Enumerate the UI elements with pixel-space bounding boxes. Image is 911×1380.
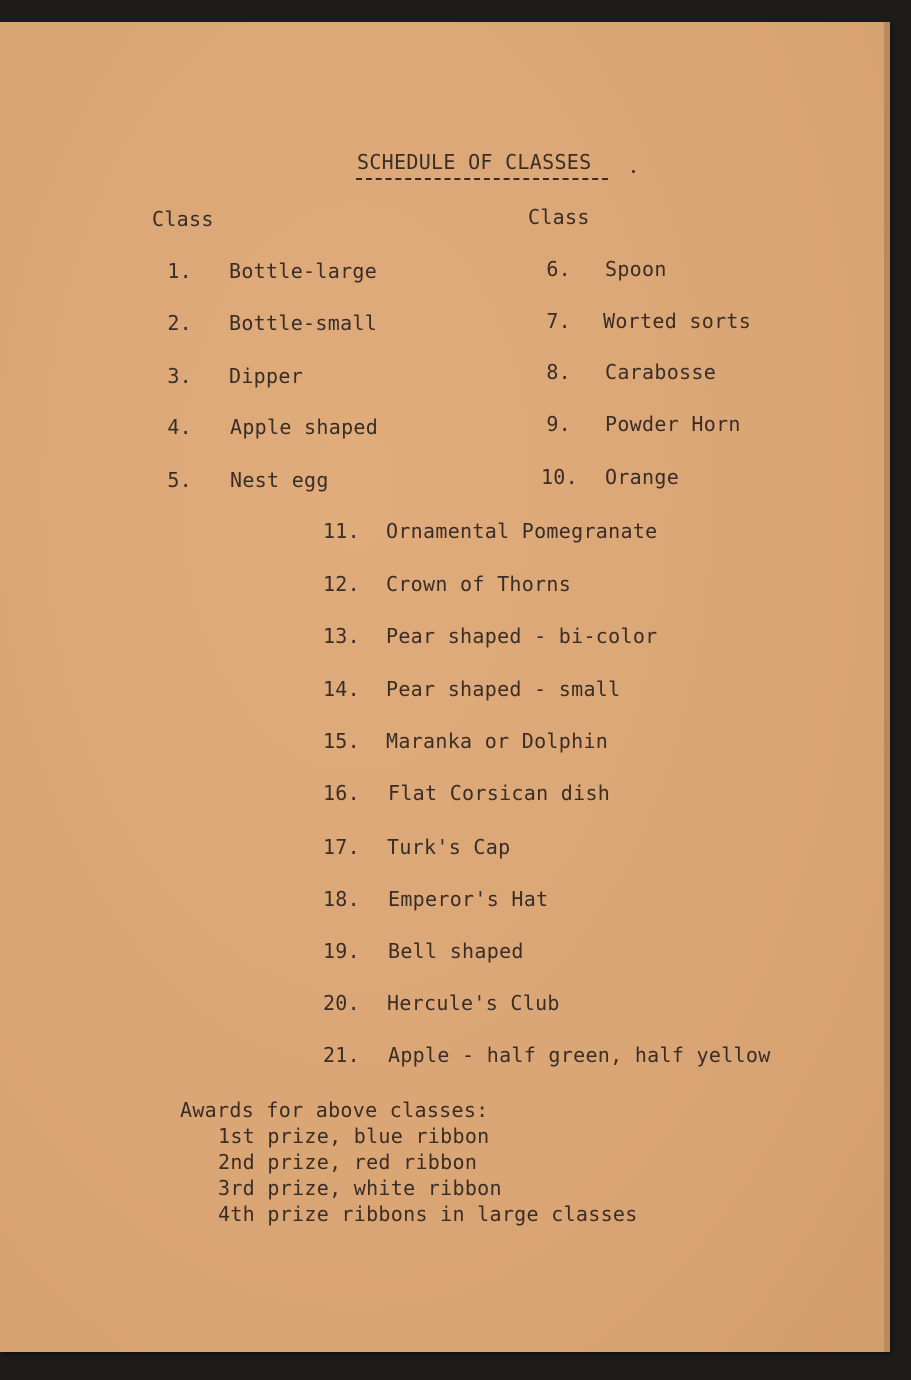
left-item-number: 5. [167, 468, 192, 492]
center-item-name: Ornamental Pomegranate [386, 519, 658, 543]
center-item-name: Apple - half green, half yellow [388, 1043, 771, 1067]
page-edge [884, 22, 890, 1352]
right-item-number: 6. [546, 257, 571, 281]
center-item-name: Emperor's Hat [388, 887, 549, 911]
right-item-name: Carabosse [605, 360, 717, 384]
right-item-number: 7. [546, 309, 571, 333]
center-item-number: 18. [322, 887, 360, 911]
right-item-number: 8. [546, 360, 571, 384]
left-item-name: Nest egg [230, 468, 329, 492]
right-item-name: Orange [605, 465, 680, 489]
left-item-number: 3. [167, 364, 192, 388]
award-line: 4th prize ribbons in large classes [218, 1202, 638, 1226]
center-item-number: 15. [322, 729, 360, 753]
left-item-number: 4. [167, 415, 192, 439]
right-item-name: Worted sorts [603, 309, 752, 333]
center-item-name: Maranka or Dolphin [386, 729, 609, 753]
center-item-number: 13. [322, 624, 360, 648]
title-period [632, 170, 635, 173]
center-item-number: 11. [322, 519, 360, 543]
left-item-number: 1. [167, 259, 192, 283]
awards-heading: Awards for above classes: [180, 1098, 489, 1122]
center-item-number: 20. [322, 991, 360, 1015]
center-item-number: 19. [322, 939, 360, 963]
left-item-number: 2. [167, 311, 192, 335]
center-item-name: Pear shaped - bi-color [386, 624, 658, 648]
left-column-header: Class [152, 207, 214, 231]
center-item-name: Flat Corsican dish [388, 781, 611, 805]
center-item-name: Turk's Cap [387, 835, 511, 859]
left-item-name: Bottle-large [229, 259, 378, 283]
center-item-name: Pear shaped - small [386, 677, 621, 701]
right-item-name: Spoon [605, 257, 667, 281]
right-item-number: 9. [546, 412, 571, 436]
right-item-name: Powder Horn [605, 412, 741, 436]
center-item-number: 12. [322, 572, 360, 596]
center-item-number: 14. [322, 677, 360, 701]
award-line: 3rd prize, white ribbon [218, 1176, 502, 1200]
left-item-name: Apple shaped [230, 415, 379, 439]
award-line: 2nd prize, red ribbon [218, 1150, 478, 1174]
left-item-name: Dipper [229, 364, 304, 388]
right-item-number: 10. [540, 465, 578, 489]
award-line: 1st prize, blue ribbon [218, 1124, 490, 1148]
left-item-name: Bottle-small [229, 311, 378, 335]
center-item-number: 16. [322, 781, 360, 805]
center-item-number: 21. [322, 1043, 360, 1067]
center-item-name: Hercule's Club [387, 991, 560, 1015]
center-item-number: 17. [322, 835, 360, 859]
right-column-header: Class [528, 205, 590, 229]
page-title: SCHEDULE OF CLASSES [357, 150, 592, 174]
center-item-name: Crown of Thorns [386, 572, 572, 596]
center-item-name: Bell shaped [388, 939, 524, 963]
title-underline [356, 176, 608, 180]
